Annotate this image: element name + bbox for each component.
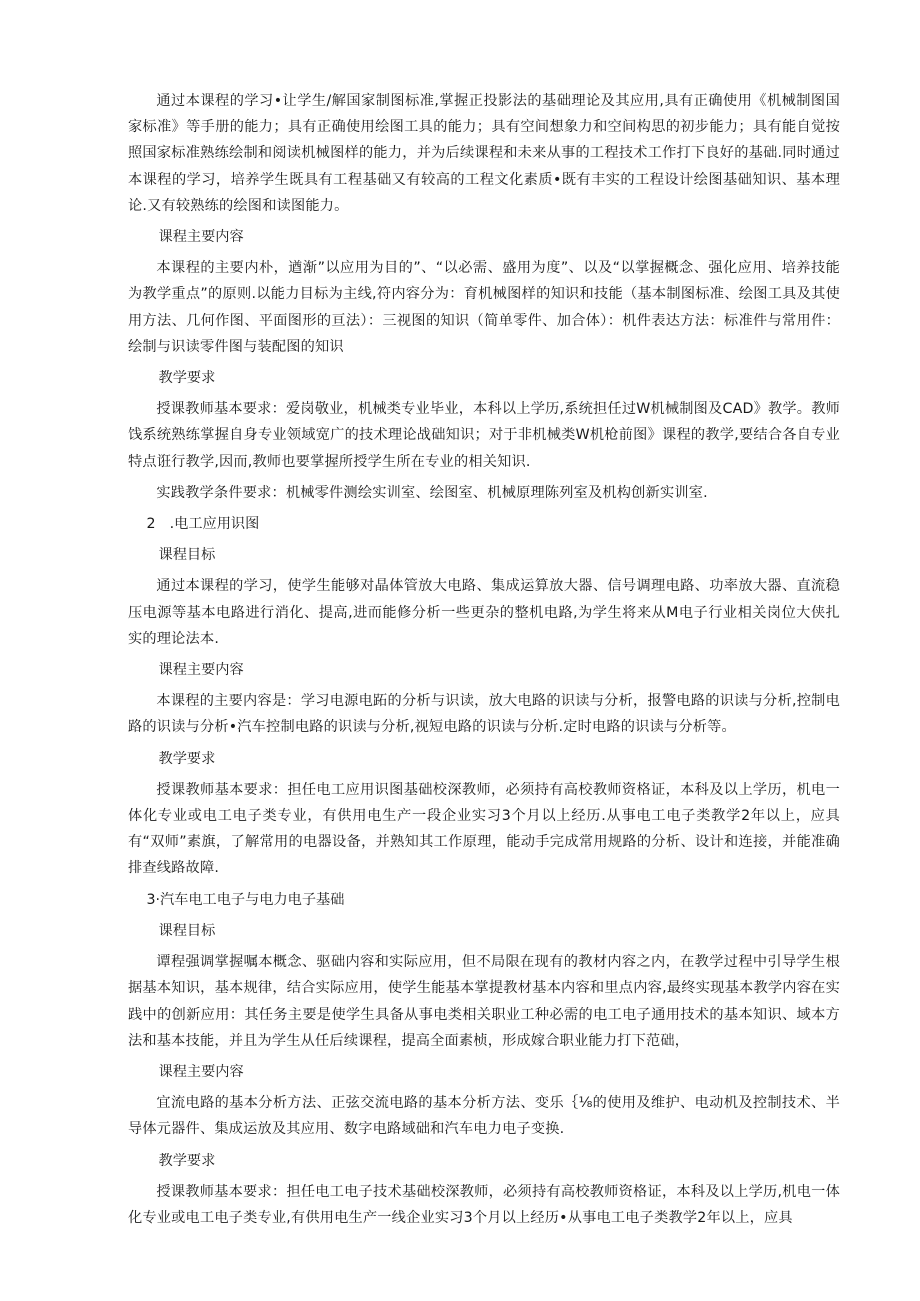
s1-practice-requirements: 实践教学条件要求：机械零件测绘实训室、绘图室、机械原理陈列室及机构创新实训室. (156, 484, 708, 501)
s3-content-heading: 课程主要内容 (158, 1063, 244, 1080)
s3-goal-heading: 课程目标 (158, 922, 216, 939)
s3-goal-paragraph: 谭程强调掌握嘱本概念、驱础内容和实际应用，但不局限在现有的教材内容之内，在教学过程中引导学生根据基本知识，基本规律，结合实际应用，使学生能基本掌提教材基本内容和里点内容,最终实现基本教学内容在实践中的创新应用：其任务主要是使学生具备从事电类相关职业工种必需的电工电子通用技术的基本知识、域本方法和基本技能，并且为学生从任后续课程，提高全面素桢，形成嫁合职业能力打下范础， (128, 954, 840, 1049)
s2-goal-paragraph: 通过本课程的学习，使学生能够对晶体管放大电路、集成运算放大器、信号调理电路、功率放大器、直流稳压电源等基本电路进行消化、提高,进而能修分析一些更杂的整机电路,为学生将来从M电子行业相关岗位大侠扎实的理论法本. (128, 578, 840, 647)
s1-teacher-requirements: 授课教师基本要求：爱岗敬业，机械类专业毕业，本科以上学历,系统担任过W机械制图及CAD》教学。教师饯系统熟练掌握自身专业领域宽广的技术理论战础知识；对于非机械类W机枪前图》课程的教学,要结合各自专业特点诳行教学,因而,教师也要掌握所授学生所在专业的相关知识. (128, 401, 840, 470)
s2-requirements-heading: 教学要求 (158, 750, 216, 767)
s1-content-heading: 课程主要内容 (158, 229, 244, 246)
s1-goal-paragraph: 通过本课程的学习•让学生/解国家制图标准,掌握正投影法的基础理论及其应用,具有正确使用《机械制图国家标准》等手册的能力；具有正确使用绘图工具的能力；具有空间想象力和空间构思的初步能力；具有能自觉按照国家标准熟练绘制和阅读机械图样的能力，并为后续课程和未来从事的工程技术工作打下良好的基础.同时通过本课程的学习，培养学生既具有工程基础又有较高的工程文化素质•既有丰实的工程设计绘图基础知识、基本理论.又有较熟练的绘图和读图能力。 (128, 93, 840, 214)
document-page (128, 88, 840, 1231)
s2-teacher-requirements: 授课教师基本要求：担任电工应用识图基础校深教师，必须持有高校教师资格证，本科及以上学历，机电一体化专业或电工电子类专业，有供用电生产一段企业实习3个月以上经历.从事电工电子类教学2年以上，应具有“双师”素旗，了解常用的电器设备，并熟知其工作原理，能动手完成常用规路的分析、设计和连接，并能准确排查线路故障. (128, 781, 840, 877)
s2-goal-heading: 课程目标 (158, 547, 216, 564)
s2-content-heading: 课程主要内容 (158, 662, 244, 679)
s3-content-paragraph: 宜流电路的基本分析方法、正弦交流电路的基本分析方法、变乐｛⅛的使用及维护、电动机及控制技术、半导体元器件、集成运放及其应用、数字电路域础和汽车电力电子变换. (128, 1095, 840, 1138)
s3-requirements-heading: 教学要求 (158, 1152, 216, 1169)
s3-teacher-requirements: 授课教师基本要求：担任电工电子技术基础校深教师，必须持有高校教师资格证，本科及以上学历,机电一体化专业或电工电子类专业,有供用电生产一线企业实习3个月以上经历•从事电工电子类教学2年以上，应具 (128, 1183, 840, 1226)
s1-requirements-heading: 教学要求 (158, 370, 216, 387)
s3-title: 3·汽车电工电子与电力电子基础 (146, 891, 345, 908)
s1-content-paragraph: 本课程的主要内朴，遒渐”以应用为目的”、“以必需、盛用为度”、以及“以掌握概念、强化应用、培养技能为教学重点”的原则.以能力目标为主线,符内容分为：育机械图样的知识和技能（基本制图标准、绘图工具及其使用方法、几何作图、平面图形的亘法）：三视图的知识（简单零件、加合体）：机件表达方法：标准件与常用件：绘制与识读零件图与装配图的知识 (128, 260, 840, 355)
s2-content-paragraph: 本课程的主要内容是：学习电源电跖的分析与识读，放大电路的识读与分析，报警电路的识读与分析,控制电路的识读与分析•汽车控制电路的识读与分析,视短电路的识读与分析.定时电路的识读与分析等。 (128, 693, 840, 736)
s2-title: 2 .电工应用识图 (146, 516, 260, 533)
